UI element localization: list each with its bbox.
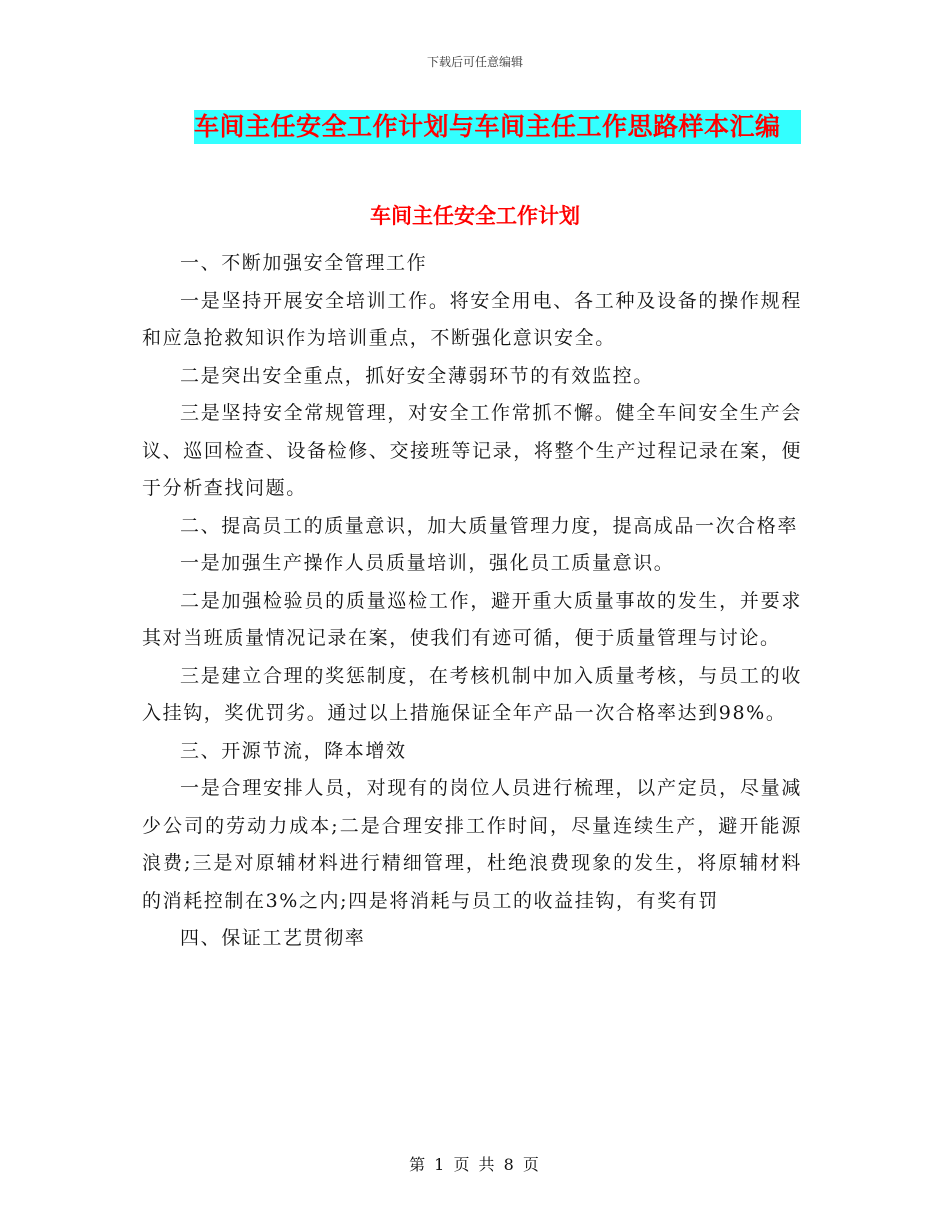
header-note: 下载后可任意编辑 (426, 55, 523, 69)
paragraph: 三是坚持安全常规管理，对安全工作常抓不懈。健全车间安全生产会议、巡回检查、设备检修、交接班等记录，将整个生产过程记录在案，便于分析查找问题。 (142, 402, 802, 499)
paragraph: 一是合理安排人员，对现有的岗位人员进行梳理，以产定员，尽量减少公司的劳动力成本;二是合理安排工作时间，尽量连续生产，避开能源浪费;三是对原辅材料进行精细管理，杜绝浪费现象的发生，将原辅材料的消耗控制在3%之内;四是将消耗与员工的收益挂钩，有奖有罚 (142, 777, 802, 912)
section-title: 车间主任安全工作计划 (370, 204, 580, 228)
paragraph: 一是坚持开展安全培训工作。将安全用电、各工种及设备的操作规程和应急抢救知识作为培训重点，不断强化意识安全。 (142, 289, 802, 349)
paragraph: 二是突出安全重点，抓好安全薄弱环节的有效监控。 (180, 364, 654, 387)
page-indicator: 第 1 页 共 8 页 (409, 1155, 541, 1174)
paragraph: 三是建立合理的奖惩制度，在考核机制中加入质量考核，与员工的收入挂钩，奖优罚劣。通过以上措施保证全年产品一次合格率达到98%。 (142, 664, 802, 724)
heading-1: 一、不断加强安全管理工作 (180, 252, 428, 274)
heading-3: 三、开源节流，降本增效 (180, 739, 407, 762)
paragraph: 二是加强检验员的质量巡检工作，避开重大质量事故的发生，并要求其对当班质量情况记录在案，使我们有迹可循，便于质量管理与讨论。 (142, 589, 802, 649)
document-body (142, 245, 802, 958)
main-title: 车间主任安全工作计划与车间主任工作思路样本汇编 (194, 110, 801, 144)
paragraph: 一是加强生产操作人员质量培训，强化员工质量意识。 (180, 552, 675, 574)
heading-4: 四、保证工艺贯彻率 (180, 927, 366, 949)
heading-2: 二、提高员工的质量意识，加大质量管理力度，提高成品一次合格率 (180, 514, 799, 537)
